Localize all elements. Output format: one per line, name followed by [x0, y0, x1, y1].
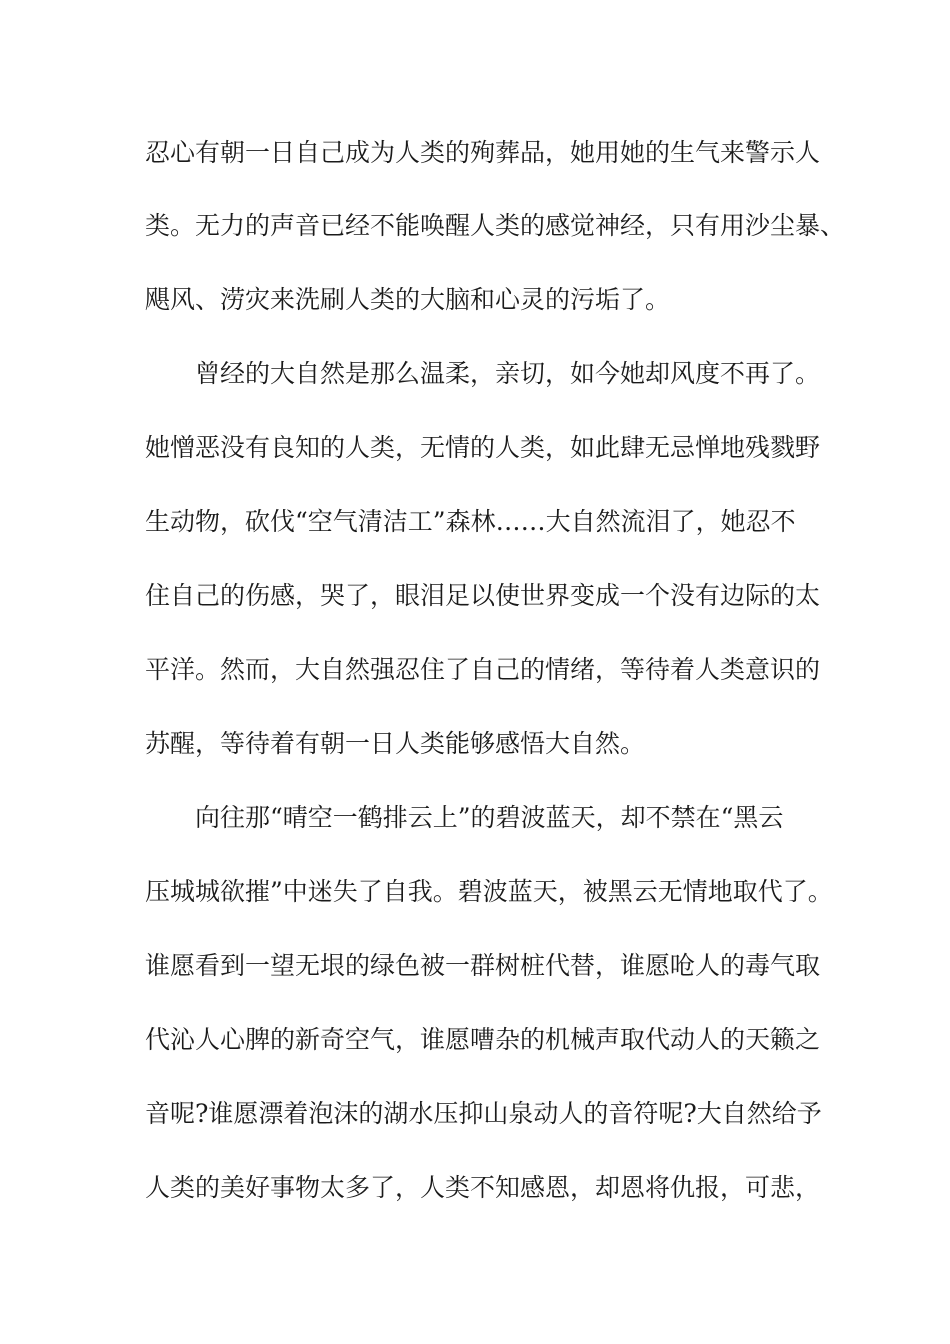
text-line: 苏醒，等待着有朝一日人类能够感悟大自然。	[145, 729, 646, 758]
text-line: 类。无力的声音已经不能唤醒人类的感觉神经，只有用沙尘暴、	[145, 211, 846, 240]
text-line: 代沁人心脾的新奇空气，谁愿嘈杂的机械声取代动人的天籁之	[145, 1025, 821, 1054]
paragraph-start-line: 向往那“晴空一鹤排云上”的碧波蓝天，却不禁在“黑云	[195, 803, 784, 832]
text-line: 飓风、涝灾来洗刷人类的大脑和心灵的污垢了。	[145, 285, 671, 314]
paragraph-start-line: 曾经的大自然是那么温柔，亲切，如今她却风度不再了。	[195, 359, 821, 388]
text-line: 忍心有朝一日自己成为人类的殉葬品，她用她的生气来警示人	[145, 138, 821, 167]
text-line: 住自己的伤感，哭了，眼泪足以使世界变成一个没有边际的太	[145, 581, 821, 610]
text-line: 人类的美好事物太多了，人类不知感恩，却恩将仇报，可悲，	[145, 1173, 821, 1202]
text-line: 压城城欲摧”中迷失了自我。碧波蓝天，被黑云无情地取代了。	[145, 877, 833, 906]
text-line: 平洋。然而，大自然强忍住了自己的情绪，等待着人类意识的	[145, 655, 821, 684]
text-line: 谁愿看到一望无垠的绿色被一群树桩代替，谁愿呛人的毒气取	[145, 951, 821, 980]
text-line: 她憎恶没有良知的人类，无情的人类，如此肆无忌惮地残戮野	[145, 433, 821, 462]
text-line: 生动物，砍伐“空气清洁工”森林……大自然流泪了，她忍不	[145, 507, 796, 536]
text-line: 音呢?谁愿漂着泡沫的湖水压抑山泉动人的音符呢?大自然给予	[145, 1099, 822, 1128]
